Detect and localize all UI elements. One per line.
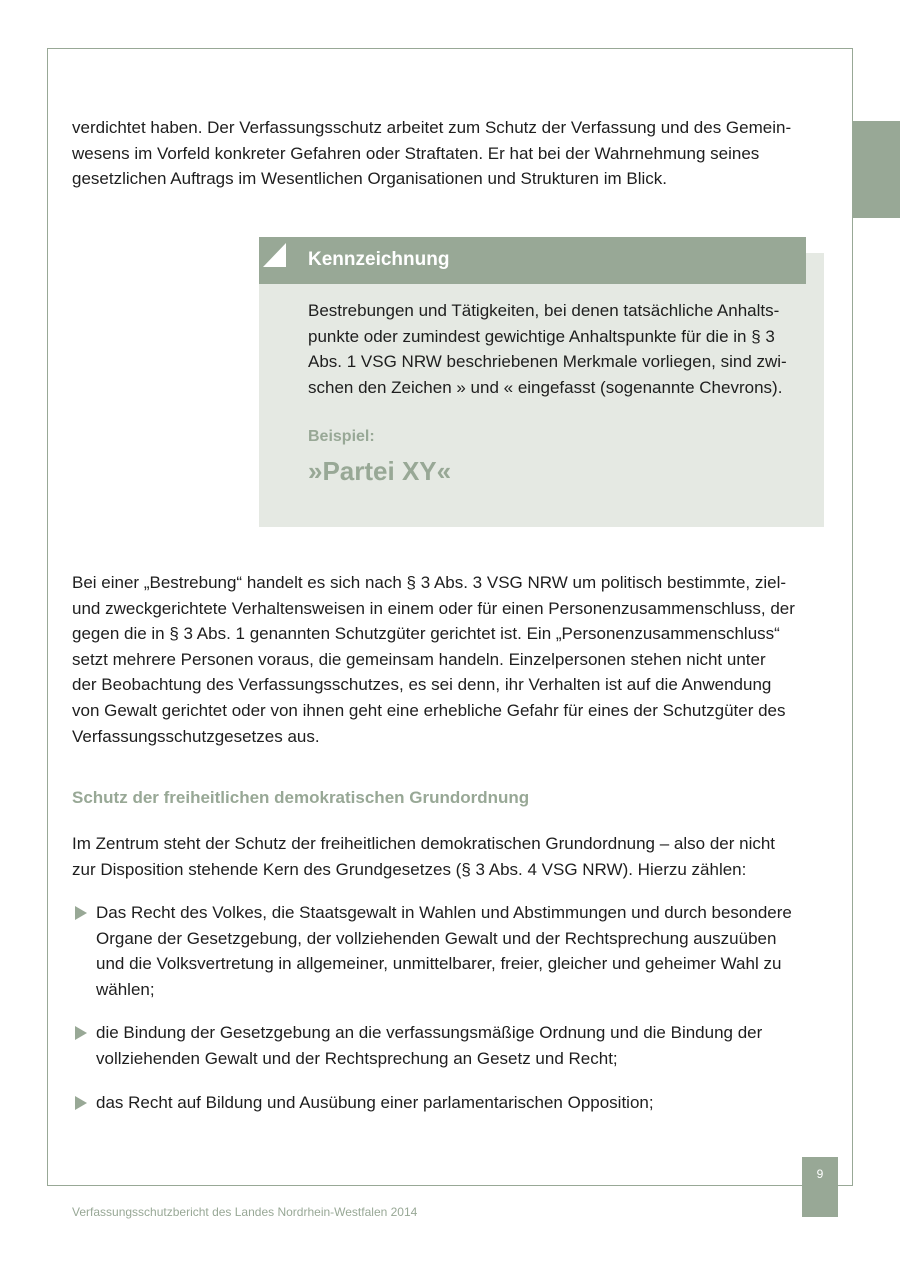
text-line: Abs. 1 VSG NRW beschriebenen Merkmale vorliegen, sind zwi-	[308, 352, 787, 372]
text-line: Organe der Gesetzgebung, der vollziehenden Gewalt und der Rechtsprechung auszuüben	[96, 928, 777, 948]
text-line: das Recht auf Bildung und Ausübung einer parlamentarischen Opposition;	[96, 1093, 654, 1112]
page-footer: Verfassungsschutzbericht des Landes Nordrhein-Westfalen 2014	[72, 1205, 418, 1219]
text-line: und zweckgerichtete Verhaltensweisen in einem oder für einen Personenzusammenschluss, der	[72, 598, 795, 618]
corner-triangle-icon	[263, 243, 286, 267]
example-label: Beispiel:	[308, 428, 375, 445]
text-line: wesens im Vorfeld konkreter Gefahren oder Straftaten. Er hat bei der Wahrnehmung seines	[72, 143, 760, 163]
text-line: Verfassungsschutzgesetzes aus.	[72, 726, 320, 746]
text-line: verdichtet haben. Der Verfassungsschutz arbeitet zum Schutz der Verfassung und des Gemein-	[72, 118, 792, 137]
text-line: Bestrebungen und Tätigkeiten, bei denen tatsächliche Anhalts-	[308, 301, 780, 320]
text-line: vollziehenden Gewalt und der Rechtsprechung an Gesetz und Recht;	[96, 1048, 618, 1068]
chapter-tab	[853, 121, 900, 218]
text-line: punkte oder zumindest gewichtige Anhaltspunkte für die in § 3	[308, 326, 775, 346]
section-heading: Schutz der freiheitlichen demokratischen Grundordnung	[72, 788, 530, 807]
text-line: Im Zentrum steht der Schutz der freiheitlichen demokratischen Grundordnung – also der nicht	[72, 834, 776, 853]
example-value: »Partei XY«	[308, 456, 452, 486]
text-line: schen den Zeichen » und « eingefasst (sogenannte Chevrons).	[308, 377, 783, 397]
text-line: der Beobachtung des Verfassungsschutzes, es sei denn, ihr Verhalten ist auf die Anwendung	[72, 675, 772, 695]
page-number-badge	[802, 1157, 838, 1217]
info-box-text	[308, 298, 808, 400]
bullet-arrow-icon	[75, 1096, 87, 1110]
bullet-arrow-icon	[75, 1026, 87, 1040]
page-number: 9	[816, 1167, 824, 1181]
text-line: gegen die in § 3 Abs. 1 genannten Schutzgüter gerichtet ist. Ein „Personenzusammenschluss“	[72, 624, 780, 644]
text-line: gesetzlichen Auftrags im Wesentlichen Organisationen und Strukturen im Blick.	[72, 169, 667, 189]
text-line: und die Volksvertretung in allgemeiner, unmittelbarer, freier, gleicher und geheimer Wahl zu	[96, 954, 782, 974]
section-intro-paragraph	[72, 831, 807, 882]
text-line: Das Recht des Volkes, die Staatsgewalt in Wahlen und Abstimmungen und durch besondere	[96, 903, 792, 922]
info-box-title: Kennzeichnung	[308, 249, 450, 270]
definition-paragraph	[72, 570, 807, 749]
text-line: setzt mehrere Personen voraus, die gemeinsam handeln. Einzelpersonen stehen nicht unter	[72, 649, 766, 669]
text-line: die Bindung der Gesetzgebung an die verfassungsmäßige Ordnung und die Bindung der	[96, 1023, 763, 1042]
intro-paragraph	[72, 115, 807, 192]
text-line: von Gewalt gerichtet oder von ihnen geht eine erhebliche Gefahr für eines der Schutzgüter des	[72, 700, 786, 720]
text-line: zur Disposition stehende Kern des Grundgesetzes (§ 3 Abs. 4 VSG NRW). Hierzu zählen:	[72, 859, 747, 879]
bullet-arrow-icon	[75, 906, 87, 920]
text-line: wählen;	[96, 979, 155, 999]
text-line: Bei einer „Bestrebung“ handelt es sich nach § 3 Abs. 3 VSG NRW um politisch bestimmte, ziel-	[72, 573, 787, 592]
